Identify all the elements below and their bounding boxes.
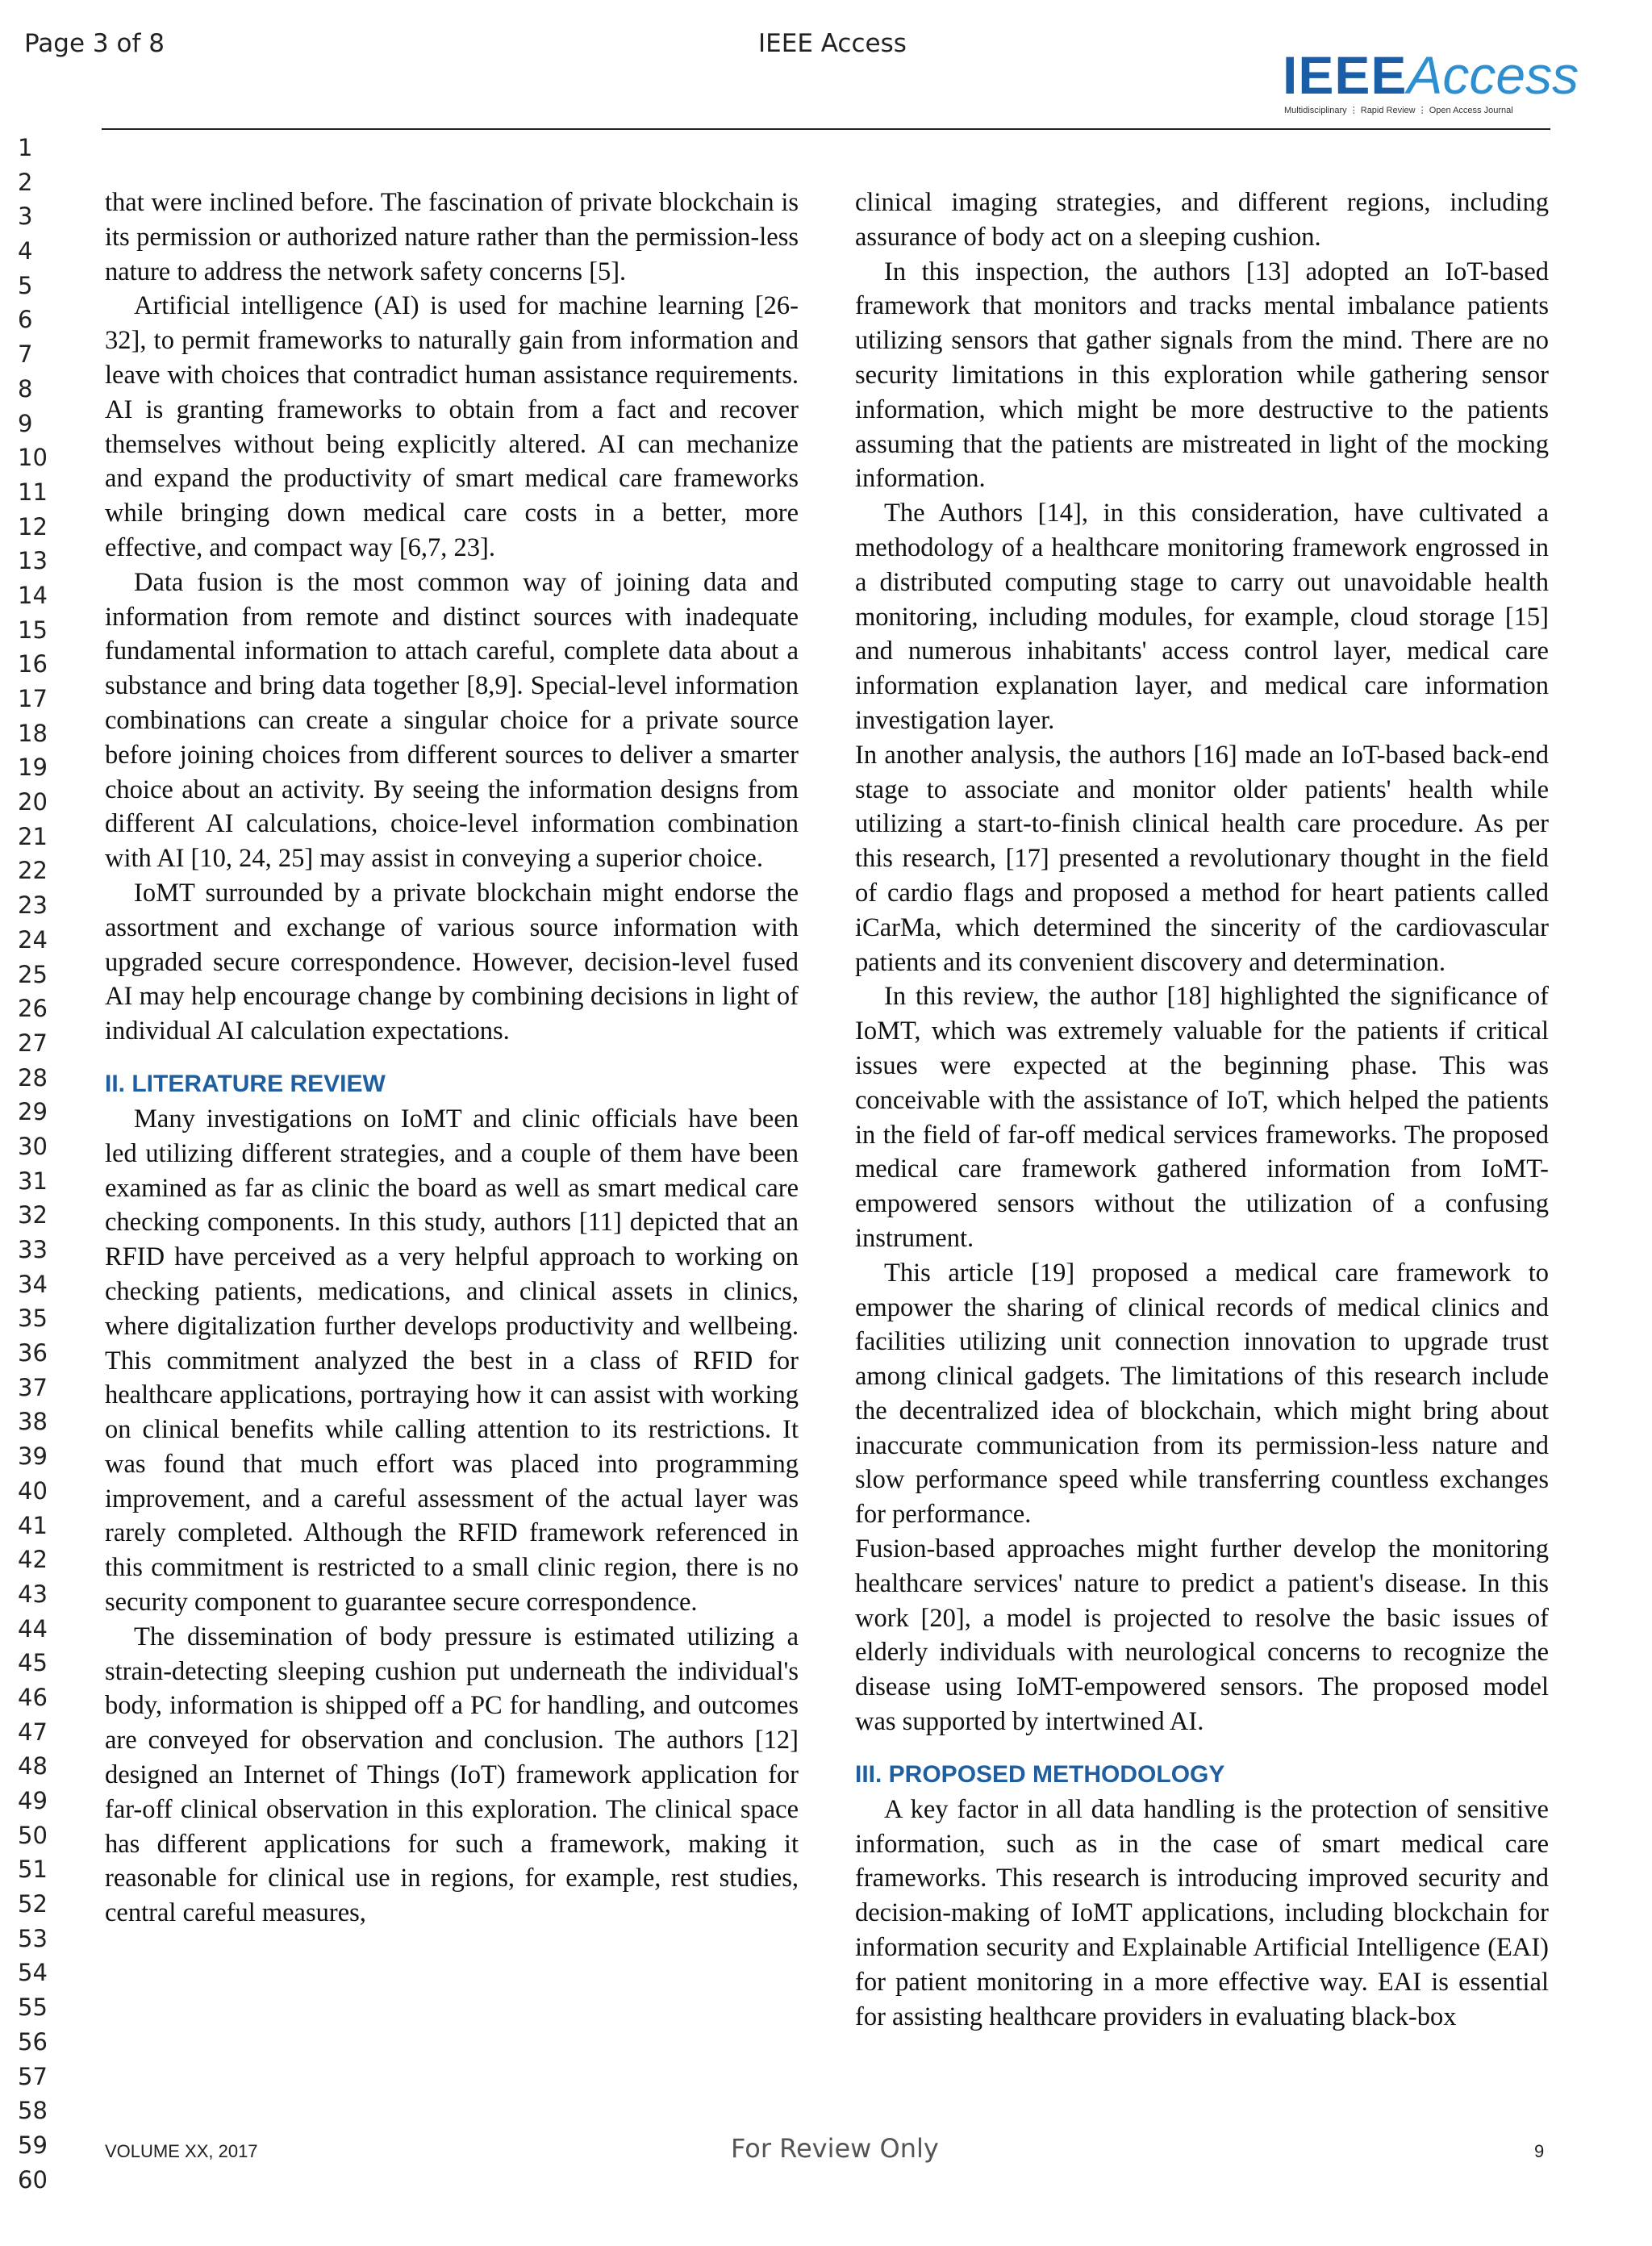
line-number: 49	[18, 1787, 48, 1814]
line-number: 58	[18, 2097, 48, 2125]
line-number: 57	[18, 2062, 48, 2090]
line-number: 7	[18, 340, 33, 369]
paragraph: This article [19] proposed a medical care framework to empower the sharing of clinical records of medical clinics and facilities utilizing unit connection innovation to upgrade trust among clinical gadgets. The limitations of this research include the decentralized idea of blockchain, which might bring about inaccurate communication from its permission-less nature and slow performance speed while transferring countless exchanges for performance.	[855, 1258, 1549, 1530]
paragraph: The Authors [14], in this consideration, have cultivated a methodology of a healthcare monitoring framework engrossed in a distributed computing stage to carry out unavoidable health monitoring, including modules, for example, cloud storage [15] and numerous inhabitants' access control layer, medical care information explanation layer, and medical care information investigation layer.	[855, 499, 1549, 735]
line-number: 55	[18, 1993, 48, 2022]
paragraph: A key factor in all data handling is the protection of sensitive information, such as in the case of smart medical care frameworks. This research is introducing improved security and decision-making of IoMT applications, including blockchain for information security and Explainable Artificial Intelligence (EAI) for patient monitoring in a more effective way. EAI is essential for assisting healthcare providers in evaluating black-box	[855, 1794, 1549, 2031]
line-number: 45	[18, 1649, 48, 1677]
line-number: 59	[18, 2131, 48, 2159]
line-number: 33	[18, 1236, 48, 1263]
line-number: 52	[18, 1890, 48, 1918]
line-number: 31	[18, 1167, 48, 1195]
line-number: 38	[18, 1408, 48, 1436]
line-number: 25	[18, 960, 48, 988]
paragraph: IoMT surrounded by a private blockchain might endorse the assortment and exchange of various source information with upgraded secure correspondence. However, decision-level fused AI may help encourage change by combining decisions in light of individual AI calculation expectations.	[105, 878, 799, 1046]
line-number: 47	[18, 1718, 48, 1746]
paragraph: clinical imaging strategies, and different regions, including assurance of body act on a sleeping cushion.	[855, 188, 1549, 252]
line-number: 42	[18, 1546, 48, 1574]
line-number: 54	[18, 1959, 48, 1987]
line-number: 10	[18, 444, 48, 472]
logo-tagline: Multidisciplinary ⋮ Rapid Review ⋮ Open Access Journal	[1284, 106, 1513, 115]
line-number: 53	[18, 1924, 48, 1952]
line-number: 13	[18, 547, 48, 575]
line-number: 39	[18, 1442, 48, 1471]
line-number: 2	[18, 168, 33, 196]
line-number: 20	[18, 788, 48, 816]
paragraph: In this inspection, the authors [13] adopted an IoT-based framework that monitors and tracks mental imbalance patients utilizing sensors that gather signals from the mind. There are no security limitations in this exploration while gathering sensor information, which might be more destructive to the patients assuming that the patients are mistreated in light of the mocking information.	[855, 257, 1549, 494]
line-number: 3	[18, 202, 33, 231]
paragraph: In another analysis, the authors [16] made an IoT-based back-end stage to associate and monitor older patients' health while utilizing a start-to-finish clinical health care procedure. As per this research, [17] presented a revolutionary thought in the field of cardio flags and proposed a method for heart patients called iCarMa, which determined the sincerity of the cardiovascular patients and its convenient discovery and determination.	[855, 740, 1549, 977]
line-numbers	[18, 131, 66, 2197]
line-number: 30	[18, 1132, 48, 1160]
paragraph: that were inclined before. The fascination of private blockchain is its permission or authorized nature rather than the permission-less nature to address the network safety concerns [5].	[105, 188, 799, 286]
line-number: 48	[18, 1752, 48, 1781]
line-number: 4	[18, 237, 33, 265]
right-column	[855, 186, 1549, 2034]
paragraph: Many investigations on IoMT and clinic officials have been led utilizing different strategies, and a couple of them have been examined as far as clinic the board as well as smart medical care checking components. In this study, authors [11] depicted that an RFID have perceived as a very helpful approach to working on checking patients, medications, and clinical assets in clinics, where digitalization further develops productivity and wellbeing. This commitment analyzed the best in a class of RFID for healthcare applications, portraying how it can assist with working on clinical benefits while calling attention to its restrictions. It was found that much effort was placed into programming improvement, and a careful assessment of the actual layer was rarely completed. Although the RFID framework referenced in this commitment is restricted to a small clinic region, there is no security component to guarantee secure correspondence.	[105, 1104, 799, 1618]
line-number: 50	[18, 1821, 48, 1849]
line-number: 41	[18, 1511, 48, 1539]
footer-volume: VOLUME XX, 2017	[105, 2141, 258, 2161]
line-number: 21	[18, 822, 48, 850]
line-number: 36	[18, 1339, 48, 1367]
logo-brand: IEEE	[1283, 45, 1408, 105]
journal-name: IEEE Access	[758, 29, 907, 58]
section-heading-proposed-methodology: III. PROPOSED METHODOLOGY	[855, 1760, 1225, 1788]
line-number: 43	[18, 1580, 48, 1608]
section-heading-literature-review: II. LITERATURE REVIEW	[105, 1070, 386, 1097]
line-number: 22	[18, 857, 48, 885]
line-number: 5	[18, 271, 33, 299]
line-number: 23	[18, 891, 48, 920]
footer-page-number: 9	[1534, 2141, 1545, 2161]
paragraph: Artificial intelligence (AI) is used for machine learning [26-32], to permit frameworks to naturally gain from information and leave with choices that contradict human assistance requirements. AI is granting frameworks to obtain from a fact and recover themselves without being explicitly altered. AI can mechanize and expand the productivity of smart medical care frameworks while bringing down medical care costs in a better, more effective, and compact way [6,7, 23].	[105, 291, 799, 562]
line-number: 51	[18, 1856, 48, 1884]
line-number: 37	[18, 1373, 48, 1401]
line-number: 17	[18, 685, 48, 712]
logo-product: Access	[1407, 45, 1579, 105]
line-number: 28	[18, 1063, 48, 1092]
paragraph: Data fusion is the most common way of joining data and information from remote and distinct sources with inadequate fundamental information to attach careful, complete data about a substance and bring data together [8,9]. Special-level information combinations can create a singular choice for a private source before joining choices from different sources to deliver a smarter choice about an activity. By seeing the information designs from different AI calculations, choice-level information combination with AI [10, 24, 25] may assist in conveying a superior choice.	[105, 567, 799, 874]
line-number: 44	[18, 1614, 48, 1643]
line-number: 6	[18, 306, 33, 334]
line-number: 8	[18, 374, 33, 403]
line-number: 14	[18, 581, 48, 609]
line-number: 60	[18, 2165, 48, 2194]
line-number: 16	[18, 650, 48, 678]
line-number: 46	[18, 1683, 48, 1711]
line-number: 32	[18, 1201, 48, 1229]
line-number: 29	[18, 1098, 48, 1126]
line-number: 15	[18, 616, 48, 644]
line-number: 26	[18, 995, 48, 1023]
line-number: 11	[18, 478, 48, 506]
line-number: 27	[18, 1029, 48, 1057]
ieee-access-logo	[1283, 45, 1579, 121]
line-number: 9	[18, 409, 33, 437]
line-number: 34	[18, 1270, 48, 1298]
paragraph: In this review, the author [18] highlighted the significance of IoMT, which was extremely valuable for the patients if critical issues were expected at the beginning phase. This was conceivable with the assistance of IoT, which helped the patients in the field of far-off medical services frameworks. The proposed medical care framework gathered information from IoMT-empowered sensors without the utilization of a confusing instrument.	[855, 982, 1549, 1253]
line-number: 24	[18, 925, 48, 954]
line-number: 12	[18, 512, 48, 541]
footer-review-notice: For Review Only	[731, 2133, 939, 2164]
line-number: 1	[18, 134, 33, 161]
line-number: 35	[18, 1305, 48, 1333]
line-number: 40	[18, 1476, 48, 1505]
left-column	[105, 186, 799, 1931]
line-number: 56	[18, 2027, 48, 2056]
page-info: Page 3 of 8	[24, 29, 165, 58]
paragraph: Fusion-based approaches might further develop the monitoring healthcare services' nature to predict a patient's disease. In this work [20], a model is projected to resolve the basic issues of elderly individuals with neurological concerns to recognize the disease using IoMT-empowered sensors. The proposed model was supported by intertwined AI.	[855, 1534, 1549, 1737]
paragraph: The dissemination of body pressure is estimated utilizing a strain-detecting sleeping cushion put underneath the individual's body, information is shipped off a PC for handling, and outcomes are conveyed for observation and conclusion. The authors [12] designed an Internet of Things (IoT) framework application for far-off clinical observation in this exploration. The clinical space has different applications for such a framework, making it reasonable for clinical use in regions, for example, rest studies, central careful measures,	[105, 1622, 799, 1928]
header-rule	[102, 128, 1550, 130]
line-number: 18	[18, 719, 48, 747]
line-number: 19	[18, 754, 48, 782]
